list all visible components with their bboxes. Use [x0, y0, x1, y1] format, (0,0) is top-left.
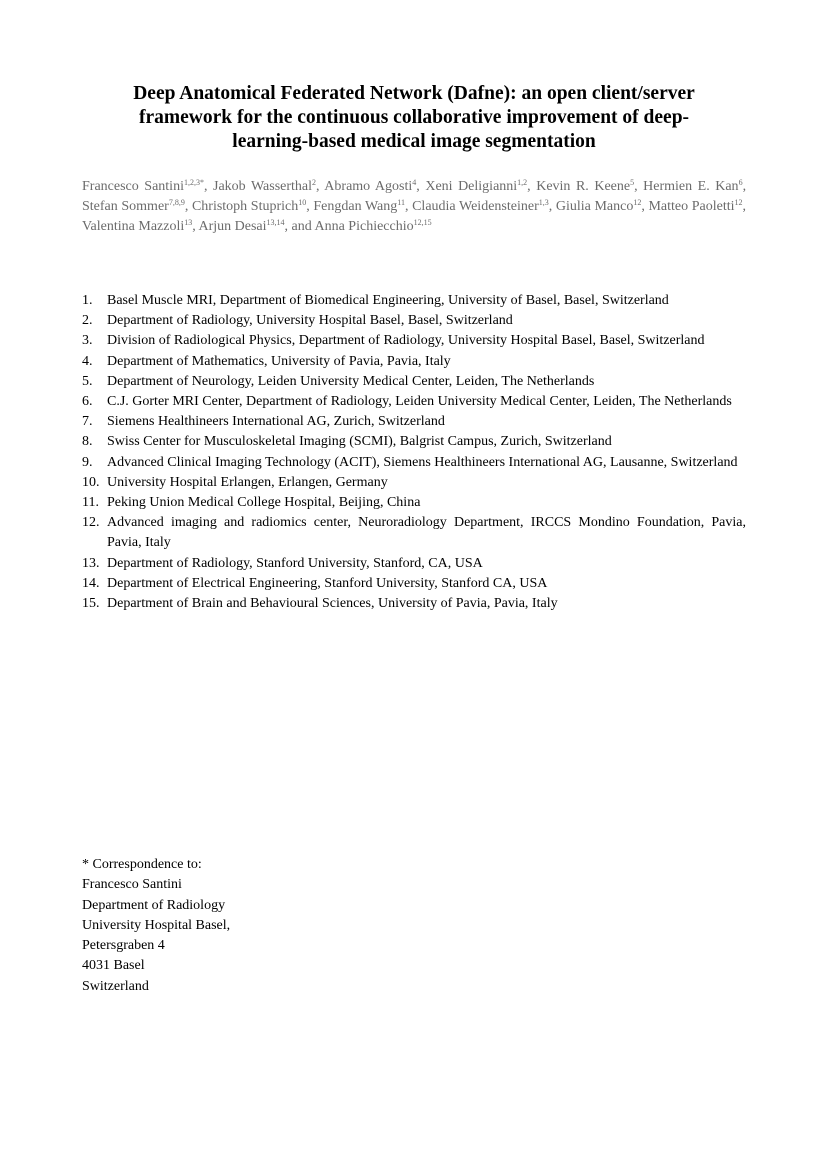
author-separator: ,: [742, 179, 747, 194]
affiliation-number: 6.: [82, 394, 93, 410]
affiliation-number: 11.: [82, 495, 99, 511]
affiliation-item: [82, 432, 746, 452]
affiliation-item: [82, 352, 746, 372]
author-name: Jakob Wasserthal: [213, 179, 313, 194]
author-name: Anna Pichiecchio: [314, 219, 414, 234]
affiliation-number: 12.: [82, 515, 100, 531]
author-separator: ,: [548, 199, 556, 214]
author-name: Christoph Stuprich: [191, 199, 299, 214]
title-line: learning-based medical image segmentation: [232, 131, 596, 152]
affiliation-number: 5.: [82, 373, 93, 389]
author-affiliation-marker: 12,15: [413, 218, 432, 227]
affiliation-item: [82, 392, 746, 412]
author-name: Stefan Sommer: [82, 199, 169, 214]
author-affiliation-marker: 4: [412, 178, 417, 187]
author-separator: ,: [416, 179, 426, 194]
affiliation-item: [82, 473, 746, 493]
author-separator: ,: [742, 199, 747, 214]
author-separator: ,: [404, 199, 413, 214]
author-affiliation-marker: 7,8,9: [168, 198, 185, 207]
correspondence-block: [82, 855, 382, 997]
affiliation-item: [82, 574, 746, 594]
title-line: framework for the continuous collaborative improvement of deep-: [138, 107, 690, 128]
author-name: Francesco Santini: [82, 179, 184, 194]
affiliation-number: 7.: [82, 414, 93, 430]
affiliation-item: [82, 493, 746, 513]
author-affiliation-marker: 10: [298, 198, 307, 207]
author-affiliation-marker: 13: [184, 218, 193, 227]
author-name: Giulia Manco: [555, 199, 634, 214]
affiliation-number: 15.: [82, 596, 100, 612]
author-separator: ,: [203, 179, 214, 194]
affiliation-text: Advanced Clinical Imaging Technology (ACIT), Siemens Healthineers International AG, Lausanne, Switzerland: [107, 454, 738, 470]
correspondence-line: Department of Radiology: [82, 897, 226, 913]
affiliation-item: [82, 291, 746, 311]
affiliation-text: Department of Mathematics, University of Pavia, Pavia, Italy: [107, 353, 451, 369]
author-affiliation-marker: 1,2,3*: [183, 178, 204, 187]
author-name: Arjun Desai: [198, 219, 267, 234]
affiliation-text: Swiss Center for Musculoskeletal Imaging (SCMI), Balgrist Campus, Zurich, Switzerland: [107, 434, 612, 450]
author-separator: ,: [634, 179, 644, 194]
author-affiliation-marker: 13,14: [266, 218, 285, 227]
correspondence-line: 4031 Basel: [82, 958, 145, 974]
affiliation-item: [82, 372, 746, 392]
author-name: Fengdan Wang: [313, 199, 398, 214]
affiliation-item: [82, 331, 746, 351]
affiliation-text: Department of Radiology, University Hospital Basel, Basel, Switzerland: [107, 313, 513, 329]
affiliation-text: Department of Electrical Engineering, Stanford University, Stanford CA, USA: [107, 575, 548, 591]
affiliation-number: 9.: [82, 454, 93, 470]
affiliation-item: [82, 311, 746, 331]
author-list: [82, 177, 746, 237]
correspondence-heading: * Correspondence to:: [82, 857, 202, 872]
author-name: Hermien E. Kan: [643, 179, 739, 194]
affiliation-item: [82, 594, 746, 614]
author-name: Matteo Paoletti: [648, 199, 735, 214]
affiliation-text: Department of Neurology, Leiden University Medical Center, Leiden, The Netherlands: [107, 373, 595, 389]
title-line: Deep Anatomical Federated Network (Dafne): an open client/server: [133, 83, 695, 104]
affiliation-item: [82, 412, 746, 432]
affiliation-item: [82, 513, 746, 553]
author-affiliation-marker: 11: [397, 198, 405, 207]
author-affiliation-marker: 1,2: [517, 178, 528, 187]
affiliation-text: Advanced imaging and radiomics center, Neuroradiology Department, IRCCS Mondino Foundation, Pavia, Pavia, Italy: [107, 515, 746, 551]
author-separator: ,: [316, 179, 325, 194]
affiliation-list: [82, 291, 746, 614]
author-name: Valentina Mazzoli: [82, 219, 185, 234]
paper-title: [82, 82, 746, 154]
affiliation-number: 13.: [82, 555, 100, 571]
author-affiliation-marker: 1,3: [538, 198, 549, 207]
affiliation-number: 8.: [82, 434, 93, 450]
affiliation-number: 1.: [82, 293, 93, 308]
author-separator: ,: [641, 199, 649, 214]
author-name: Kevin R. Keene: [536, 179, 631, 194]
author-affiliation-marker: 12: [633, 198, 642, 207]
author-affiliation-marker: 6: [738, 178, 743, 187]
affiliation-number: 14.: [82, 575, 100, 591]
affiliation-number: 2.: [82, 313, 93, 329]
affiliation-text: Department of Radiology, Stanford University, Stanford, CA, USA: [107, 555, 483, 571]
correspondence-line: University Hospital Basel,: [82, 917, 231, 933]
author-name: Claudia Weidensteiner: [412, 199, 539, 214]
affiliation-text: C.J. Gorter MRI Center, Department of Radiology, Leiden University Medical Center, Leiden, The Netherlands: [107, 394, 732, 410]
author-affiliation-marker: 5: [630, 178, 635, 187]
affiliation-number: 4.: [82, 353, 93, 369]
correspondence-line: Switzerland: [82, 978, 149, 994]
affiliation-text: University Hospital Erlangen, Erlangen, Germany: [107, 474, 388, 490]
author-separator: , and: [284, 219, 315, 234]
affiliation-text: Peking Union Medical College Hospital, Beijing, China: [107, 495, 421, 511]
correspondence-line: Francesco Santini: [82, 877, 182, 893]
author-separator: ,: [184, 199, 192, 214]
affiliation-text: Siemens Healthineers International AG, Zurich, Switzerland: [107, 414, 445, 430]
affiliation-number: 3.: [82, 333, 93, 349]
correspondence-line: Petersgraben 4: [82, 938, 165, 954]
affiliation-text: Division of Radiological Physics, Department of Radiology, University Hospital Basel, Basel, Switzerland: [107, 333, 705, 349]
author-separator: ,: [306, 199, 314, 214]
affiliation-text: Department of Brain and Behavioural Sciences, University of Pavia, Pavia, Italy: [107, 596, 558, 612]
affiliation-item: [82, 453, 746, 473]
author-affiliation-marker: 2: [312, 178, 317, 187]
author-separator: ,: [192, 219, 199, 234]
affiliation-item: [82, 554, 746, 574]
affiliation-text: Basel Muscle MRI, Department of Biomedical Engineering, University of Basel, Basel, Switzerland: [107, 293, 669, 308]
author-separator: ,: [527, 179, 537, 194]
affiliation-number: 10.: [82, 474, 100, 490]
author-affiliation-marker: 12: [734, 198, 743, 207]
author-name: Xeni Deligianni: [425, 179, 518, 194]
author-name: Abramo Agosti: [324, 179, 413, 194]
